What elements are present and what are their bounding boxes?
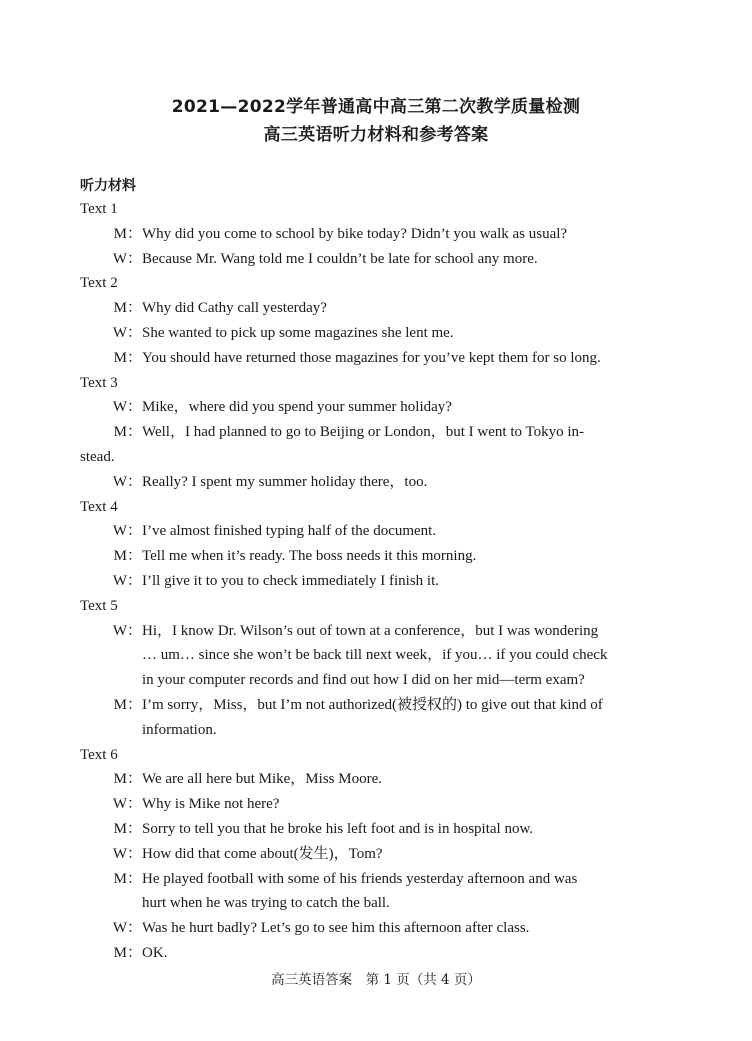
dialogue-text: Why did Cathy call yesterday? <box>142 300 327 317</box>
speaker-label: M： <box>113 944 142 961</box>
section-title: 听力材料 <box>80 178 136 194</box>
speaker-label: M： <box>113 225 142 242</box>
dialogue-line <box>80 941 682 966</box>
dialogue-text: Because Mr. Wang told me I couldn’t be late for school any more. <box>142 250 538 267</box>
speaker-label: M： <box>113 548 142 565</box>
dialogue-text: Why did you come to school by bike today? Didn’t you walk as usual? <box>142 225 568 242</box>
dialogue-text: Why is Mike not here? <box>142 796 280 813</box>
speaker-label: M： <box>113 870 142 887</box>
text-label: Text 6 <box>80 746 118 763</box>
dialogue-text: Was he hurt badly? Let’s go to see him this afternoon after class. <box>142 920 530 937</box>
dialogue-text: … um… since she won’t be back till next week，if you… if you could check <box>142 647 608 664</box>
text-label: Text 5 <box>80 597 118 614</box>
speaker-label: W： <box>112 845 142 862</box>
dialogue-text: I’m sorry，Miss，but I’m not authorized(被授权的) to give out that kind of <box>142 696 603 713</box>
dialogue-text: Mike，where did you spend your summer holiday? <box>142 399 452 416</box>
transcript-body <box>80 197 682 966</box>
dialogue-line <box>80 222 682 247</box>
dialogue-text: You should have returned those magazines for you’ve kept them for so long. <box>142 349 601 366</box>
dialogue-text: She wanted to pick up some magazines she lent me. <box>142 324 454 341</box>
document-title: 2021—2022学年普通高中高三第二次教学质量检测 <box>171 97 581 117</box>
speaker-label: W： <box>112 920 142 937</box>
text-label: Text 2 <box>80 275 118 292</box>
dialogue-text: Sorry to tell you that he broke his left foot and is in hospital now. <box>142 820 534 837</box>
speaker-label: W： <box>112 324 142 341</box>
dialogue-line <box>80 395 682 420</box>
speaker-label: W： <box>112 796 142 813</box>
dialogue-text: in your computer records and find out how I did on her mid—term exam? <box>142 672 585 689</box>
dialogue-line <box>80 544 682 569</box>
dialogue-text: Well，I had planned to go to Beijing or London，but I went to Tokyo in- <box>142 424 584 441</box>
speaker-label: M： <box>113 696 142 713</box>
dialogue-text: Hi，I know Dr. Wilson’s out of town at a conference，but I was wondering <box>142 622 599 639</box>
dialogue-line <box>80 792 682 817</box>
dialogue-line <box>80 420 682 445</box>
dialogue-line <box>80 346 682 371</box>
dialogue-line <box>80 619 682 644</box>
dialogue-line <box>80 296 682 321</box>
document-subtitle: 高三英语听力材料和参考答案 <box>263 125 489 145</box>
dialogue-line <box>80 470 682 495</box>
dialogue-text: I’ve almost finished typing half of the document. <box>142 523 437 540</box>
dialogue-text: hurt when he was trying to catch the ball. <box>142 895 390 912</box>
speaker-label: W： <box>112 473 142 490</box>
dialogue-continuation <box>80 718 682 743</box>
dialogue-line <box>80 767 682 792</box>
dialogue-line <box>80 247 682 272</box>
dialogue-line <box>80 519 682 544</box>
speaker-label: W： <box>112 250 142 267</box>
speaker-label: M： <box>113 349 142 366</box>
dialogue-line <box>80 817 682 842</box>
speaker-label: M： <box>113 424 142 441</box>
speaker-label: W： <box>112 523 142 540</box>
dialogue-continuation <box>80 891 682 916</box>
speaker-label: W： <box>112 622 142 639</box>
text-label: Text 3 <box>80 374 118 391</box>
text-label: Text 4 <box>80 498 118 515</box>
dialogue-text: OK. <box>142 944 168 961</box>
dialogue-line <box>80 321 682 346</box>
dialogue-line <box>80 916 682 941</box>
dialogue-line <box>80 693 682 718</box>
dialogue-continuation <box>80 643 682 668</box>
text-label: Text 1 <box>80 201 118 217</box>
dialogue-text: Really? I spent my summer holiday there，too. <box>142 473 428 490</box>
dialogue-line <box>80 569 682 594</box>
dialogue-text: How did that come about(发生)，Tom? <box>142 845 383 862</box>
dialogue-text: Tell me when it’s ready. The boss needs it this morning. <box>142 548 477 565</box>
speaker-label: W： <box>112 399 142 416</box>
speaker-label: W： <box>112 572 142 589</box>
dialogue-text: I’ll give it to you to check immediately I finish it. <box>142 572 440 589</box>
speaker-label: M： <box>113 820 142 837</box>
dialogue-text: We are all here but Mike，Miss Moore. <box>142 771 382 788</box>
page-footer: 高三英语答案 第 1 页（共 4 页） <box>271 972 481 988</box>
speaker-label: M： <box>113 771 142 788</box>
dialogue-continuation <box>80 668 682 693</box>
speaker-label: M： <box>113 300 142 317</box>
dialogue-line <box>80 842 682 867</box>
dialogue-text: stead. <box>80 448 115 465</box>
dialogue-text: information. <box>142 721 217 738</box>
dialogue-line <box>80 867 682 892</box>
dialogue-continuation <box>80 445 682 470</box>
dialogue-text: He played football with some of his friends yesterday afternoon and was <box>142 870 578 887</box>
